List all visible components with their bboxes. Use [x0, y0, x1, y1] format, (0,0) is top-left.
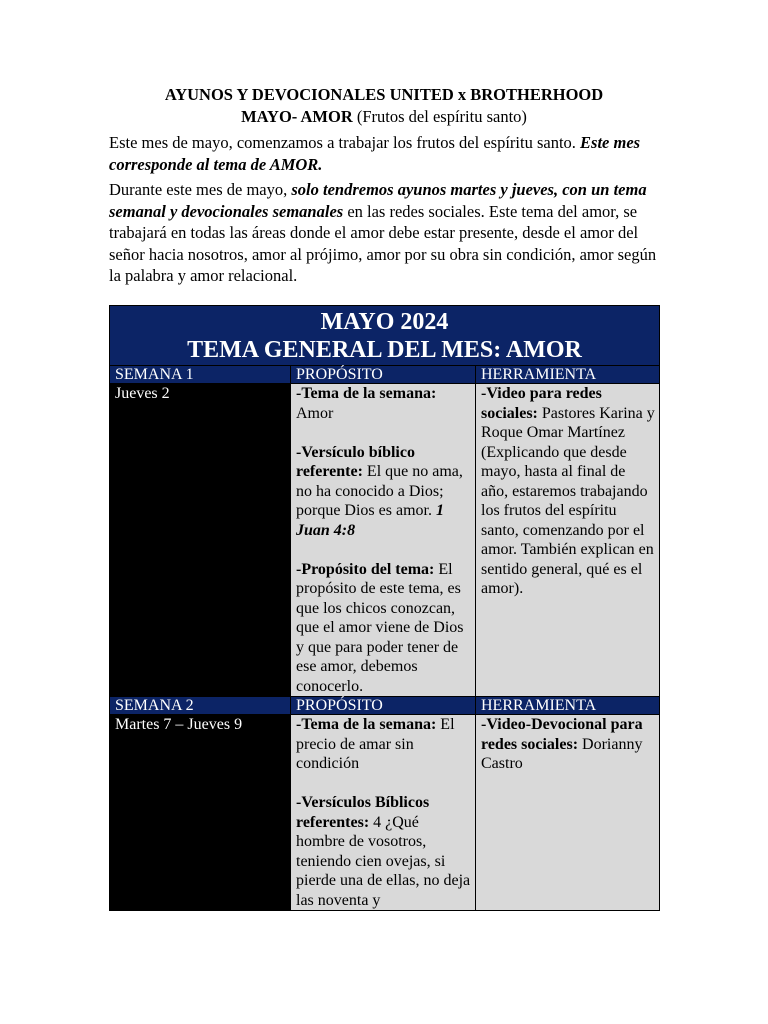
theme-label: -Tema de la semana:: [296, 716, 437, 733]
purpose-column-label: PROPÓSITO: [291, 366, 476, 384]
tool-label: -Video para redes sociales:: [481, 385, 602, 422]
verse-label: -Versículos Bíblicos referentes:: [296, 794, 430, 831]
document-title: AYUNOS Y DEVOCIONALES UNITED x BROTHERHOOD: [164, 85, 604, 104]
table-heading: [110, 306, 660, 366]
purpose-cell: [291, 715, 476, 911]
table-row: [110, 715, 660, 911]
table-heading-line-2: TEMA GENERAL DEL MES: AMOR: [187, 337, 582, 363]
subtitle-rest: (Frutos del espíritu santo): [352, 107, 527, 126]
week-day-cell: Jueves 2: [110, 384, 291, 697]
table-heading-row: [110, 306, 660, 366]
tool-cell: [476, 715, 660, 911]
document-page: [109, 84, 659, 287]
week-header-row: [110, 697, 660, 715]
monthly-plan-table: [109, 305, 660, 911]
intro-paragraph-2: [109, 179, 659, 287]
intro-p2-text2: en las redes sociales. Este tema del amor, se trabajará en todas las áreas donde el amor debe estar presente, desde el amor del señor hacia nosotros, amor al prójimo, amor por su obra sin condición, amor según la palabra y amor relacional.: [109, 201, 657, 285]
verse-reference: 1 Juan 4:8: [296, 502, 444, 539]
purpose-text: El propósito de este tema, es que los chicos conozcan, que el amor viene de Dios y que para poder tener de ese amor, debemos conocerlo.: [296, 560, 464, 695]
week-header-row: [110, 366, 660, 384]
theme-value: Amor: [296, 404, 334, 422]
week-day-cell: Martes 7 – Jueves 9: [110, 715, 291, 911]
subtitle-bold: MAYO- AMOR: [241, 107, 353, 126]
tool-column-label: HERRAMIENTA: [476, 697, 660, 715]
verse-text: 4 ¿Qué hombre de vosotros, teniendo cien ovejas, si pierde una de ellas, no deja las noventa y: [296, 813, 471, 909]
table-heading-line-1: MAYO 2024: [320, 309, 449, 335]
tool-label: -Video-Devocional para redes sociales:: [481, 716, 643, 753]
theme-value: El precio de amar sin condición: [296, 716, 455, 772]
intro-paragraph-1: [109, 132, 659, 175]
week-label: SEMANA 1: [110, 366, 291, 384]
theme-label: -Tema de la semana:: [296, 385, 437, 402]
verse-label: -Versículo bíblico referente:: [296, 443, 415, 480]
table-row: [110, 384, 660, 697]
verse-text: El que no ama, no ha conocido a Dios; porque Dios es amor.: [296, 463, 463, 519]
purpose-label: -Propósito del tema:: [296, 560, 435, 578]
intro-p2-text1: Durante este mes de mayo,: [109, 180, 292, 199]
tool-column-label: HERRAMIENTA: [476, 366, 660, 384]
intro-p1-text: Este mes de mayo, comenzamos a trabajar los frutos del espíritu santo.: [109, 133, 581, 152]
tool-cell: [476, 384, 660, 697]
intro-p2-emphasis: solo tendremos ayunos martes y jueves, con un tema semanal y devocionales semanales: [109, 180, 647, 221]
purpose-cell: [291, 384, 476, 697]
intro-p1-emphasis: Este mes corresponde al tema de AMOR.: [109, 133, 641, 174]
tool-text: Dorianny Castro: [481, 735, 643, 772]
week-label: SEMANA 2: [110, 697, 291, 715]
document-subtitle: [109, 106, 659, 128]
purpose-column-label: PROPÓSITO: [291, 697, 476, 715]
tool-text: Pastores Karina y Roque Omar Martínez (Explicando que desde mayo, hasta al final de año, estaremos trabajando los frutos del espíritu santo, comenzando por el amor. También explican en sentido general, qué es el amor).: [481, 404, 655, 597]
